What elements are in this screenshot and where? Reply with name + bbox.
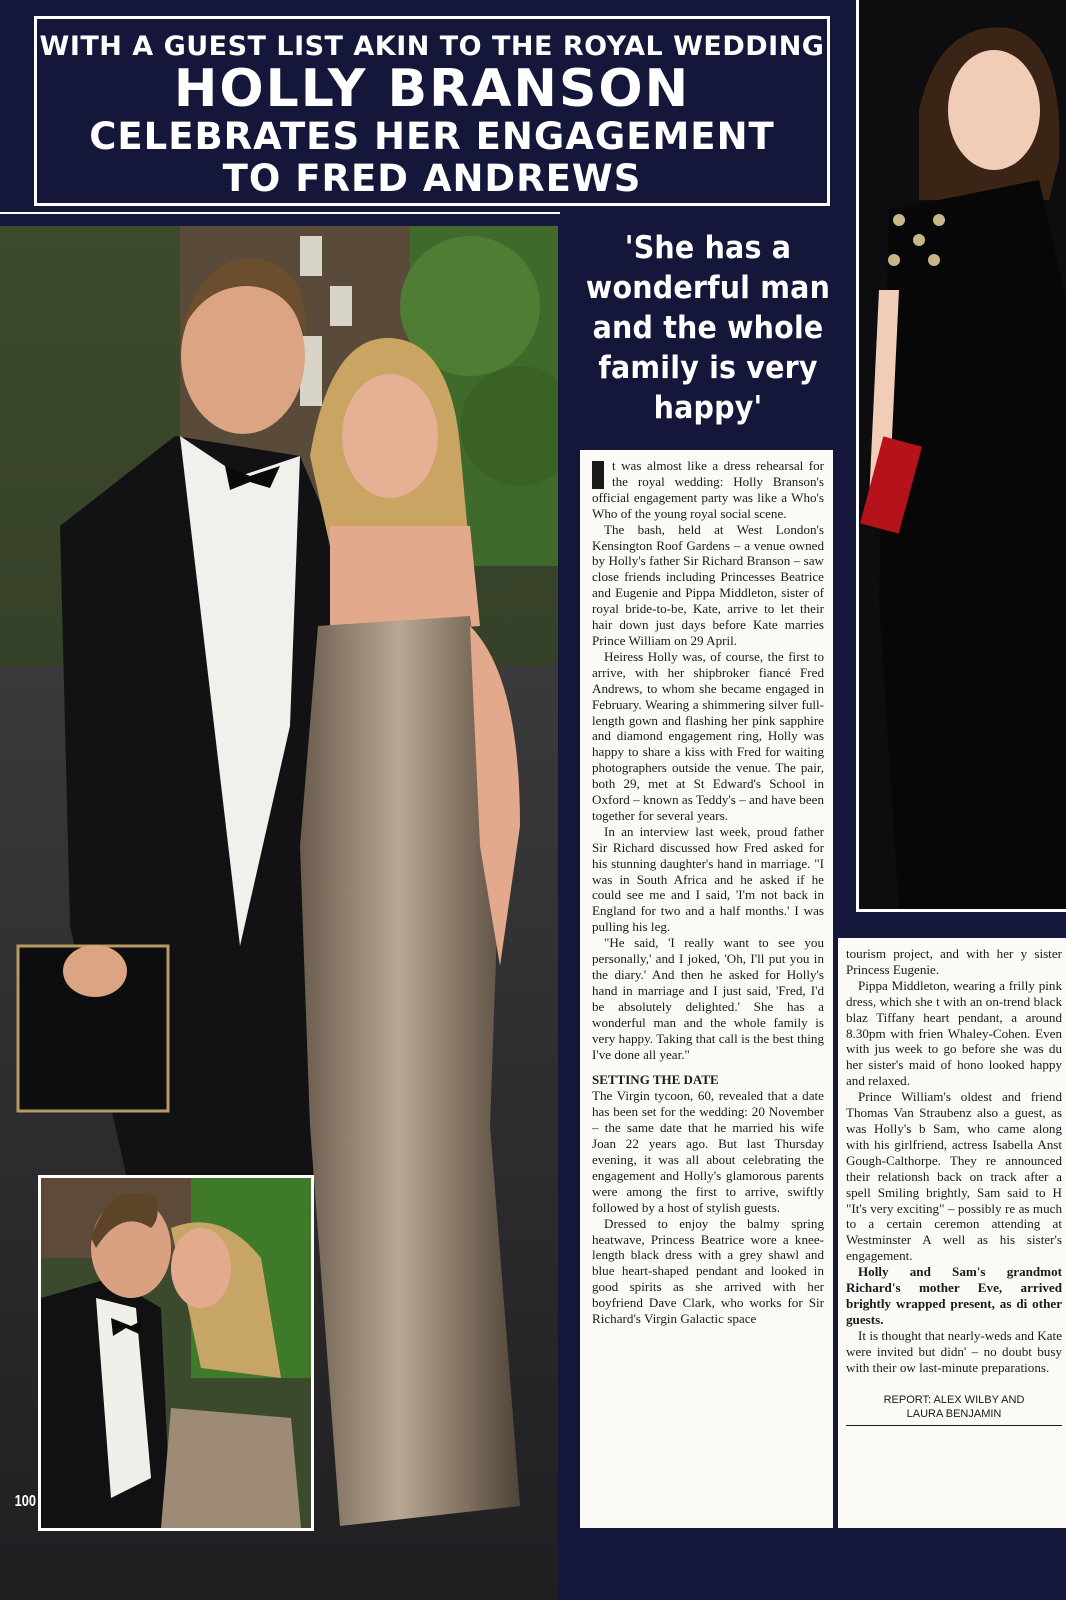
headline-kicker: WITH A GUEST LIST AKIN TO THE ROYAL WEDDING xyxy=(39,31,825,62)
article-column-1 xyxy=(580,450,833,1528)
headline-box xyxy=(34,16,830,206)
credit-line-2: LAURA BENJAMIN xyxy=(906,1408,1002,1421)
article-paragraph: Dressed to enjoy the balmy spring heatwave, Princess Beatrice wore a knee-length black dress with a grey shawl and blue heart-shaped pendant and looked in good spirits as she arrived with her boyfriend Dave Clark, who works for Sir Richard's Virgin Galactic space xyxy=(592,1215,824,1327)
headline-title: HOLLY BRANSON xyxy=(173,59,691,119)
article-paragraph: Holly and Sam's grandmot Richard's mother Eve, arrived brightly wrapped present, as di other guests. xyxy=(846,1264,1062,1327)
page-number: 100 xyxy=(14,1493,37,1510)
credit-line-1: REPORT: ALEX WILBY AND xyxy=(883,1394,1025,1407)
article-paragraph: Pippa Middleton, wearing a frilly pink dress, which she t with an on-trend black blaz Tiffany heart pendant, a around 8.30pm with frien Whaley-Cohen. Even with jus week to go before she was du her sister's maid of hono looked happy and relaxed. xyxy=(846,977,1062,1089)
headline-subtitle-1: CELEBRATES HER ENGAGEMENT xyxy=(89,115,775,158)
right-photo-guest xyxy=(856,0,1066,912)
article-paragraph: The bash, held at West London's Kensington Roof Gardens – a venue owned by Holly's father Sir Richard Branson – saw close friends including Princesses Beatrice and Eugenie and Pippa Middleton, sister of royal bride-to-be, Kate, arrive to let their hair down just days before Kate marries Prince William on 29 April. xyxy=(592,521,824,648)
article-paragraph: It is thought that nearly-weds and Kate were invited but didn' – no doubt busy with their ow last-minute preparations. xyxy=(846,1327,1062,1375)
headline-subtitle-2: TO FRED ANDREWS xyxy=(222,157,642,200)
article-paragraph: Heiress Holly was, of course, the first to arrive, with her shipbroker fiancé Fred Andrews, to whom she became engaged in February. Wearing a shimmering silver full-length gown and flashing her pink sapphire and diamond engagement ring, Holly was happy to share a kiss with Fred for waiting photographers outside the venue. The pair, both 29, met at St Edward's School in Oxford – known as Teddy's – and have been together for several years. xyxy=(592,648,824,823)
article-subhead: SETTING THE DATE xyxy=(592,1072,719,1088)
report-credit xyxy=(846,1393,1062,1426)
drop-cap xyxy=(592,461,604,489)
article-paragraph: tourism project, and with her y sister Princess Eugenie. xyxy=(846,946,1062,977)
frame-line-top xyxy=(0,212,560,214)
inset-photo-kiss xyxy=(38,1175,314,1531)
article-paragraph: In an interview last week, proud father Sir Richard discussed how Fred asked for his stunning daughter's hand in marriage. "I was in South Africa and he asked if he could see me and I said, 'I'm not back in England for two and a half months.' I was pulling his leg. xyxy=(592,823,824,935)
article-paragraph: The Virgin tycoon, 60, revealed that a date has been set for the wedding: 20 November – the same date that he married his wife Joan 22 years ago. But last Thursday evening, it was all about celebrating the engagement and Holly's glamorous parents were among the first to arrive, swiftly followed by a host of stylish guests. xyxy=(592,1088,824,1215)
pull-quote: 'She has a wonderful man and the whole family is very happy' xyxy=(585,230,831,426)
article-column-2 xyxy=(838,938,1066,1528)
article-paragraph: "He said, 'I really want to see you personally,' and I joked, 'Oh, I'll put you in the diary.' And then he asked for Holly's hand in marriage and I just said, 'Fred, I'd be absolutely delighted.' She has a wonderful man and the whole family is very happy. Taking that call is the best thing I've done all year." xyxy=(592,935,824,1062)
article-paragraph: Prince William's oldest and friend Thomas Van Straubenz also a guest, as was Holly's b Sam, who came along with his girlfriend, actress Isabella Anst Gough-Calthorpe. They re announced their relationsh back on track after a spell Smiling brightly, Sam said to H "It's very exciting" – possibly re as much to a certain ceremon attending at Westminster A well as his sister's engagement. xyxy=(846,1089,1062,1264)
article-paragraph: t was almost like a dress rehearsal for the royal wedding: Holly Branson's official engagement party was like a Who's Who of the young royal social scene. xyxy=(592,458,824,521)
